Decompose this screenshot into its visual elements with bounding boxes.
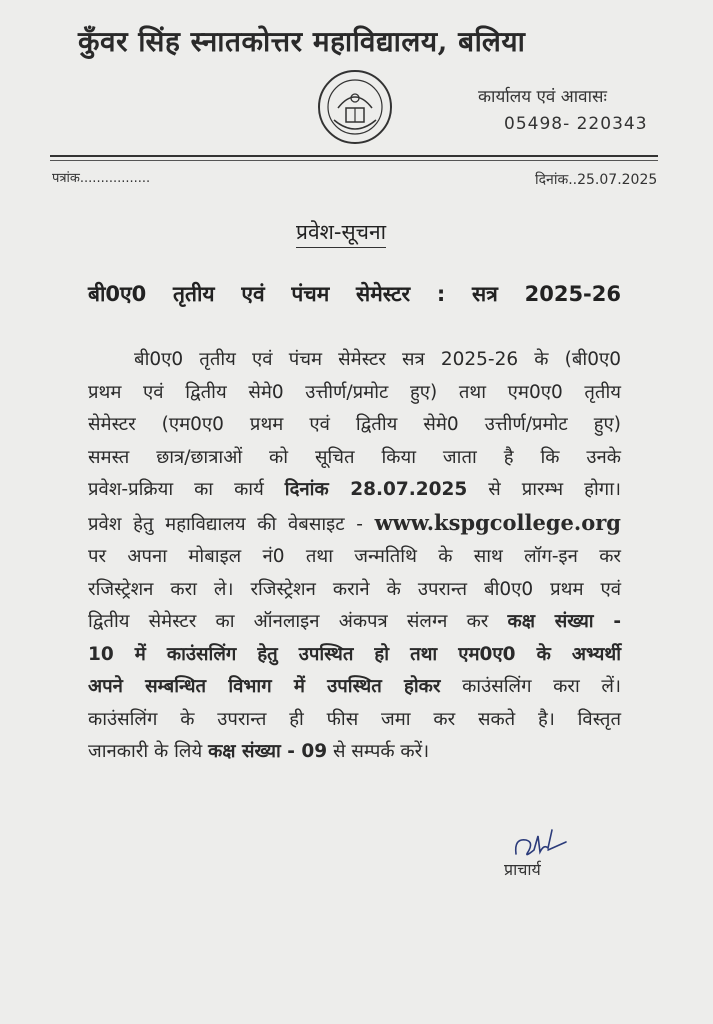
body-text: प्रथम एवं द्वितीय सेमे0 उत्तीर्ण/प्रमोट हुए) तथा एम0ए0 तृतीय	[88, 381, 621, 403]
office-label: कार्यालय एवं आवासः	[478, 87, 607, 107]
body-line	[88, 704, 621, 737]
website-link[interactable]: www.kspgcollege.org	[374, 509, 621, 535]
date-label: दिनांक..	[535, 172, 578, 188]
header-rule	[50, 155, 658, 157]
body-line	[88, 474, 621, 507]
body-text: से सम्पर्क करें।	[327, 741, 430, 762]
date-value: 25.07.2025	[577, 172, 658, 188]
body-line	[88, 541, 621, 574]
body-text: 10 में काउंसलिंग हेतु उपस्थित हो तथा एम0ए0 के अभ्यर्थी	[88, 643, 621, 665]
contact-room: कक्ष संख्या - 09	[208, 741, 328, 762]
body-text: पर अपना मोबाइल नं0 तथा जन्मतिथि के साथ लॉग-इन कर	[88, 546, 621, 567]
body-text: जानकारी के लिये	[88, 741, 209, 762]
room-number: कक्ष संख्या -	[507, 611, 621, 632]
body-text: से प्रारम्भ होगा।	[467, 479, 621, 500]
header-rule-thin	[50, 160, 658, 161]
body-text: द्वितीय सेमेस्टर का ऑनलाइन अंकपत्र संलग्न कर	[88, 611, 508, 632]
body-text: सेमेस्टर (एम0ए0 प्रथम एवं द्वितीय सेमे0 उत्तीर्ण/प्रमोट हुए)	[88, 414, 621, 435]
notice-body	[88, 344, 621, 769]
body-line	[88, 442, 621, 475]
college-name: कुँवर सिंह स्नातकोत्तर महाविद्यालय, बलिया	[78, 25, 526, 58]
body-text: काउंसलिंग करा लें।	[440, 676, 621, 697]
body-text: समस्त छात्र/छात्राओं को सूचित किया जाता है कि उनके	[88, 446, 621, 468]
reference-number: पत्रांक.................	[52, 171, 151, 186]
body-line	[88, 377, 621, 410]
date-field	[535, 170, 657, 189]
body-line	[88, 671, 621, 704]
body-text: बी0ए0 तृतीय एवं पंचम सेमेस्टर सत्र 2025-26 के (बी0ए0	[134, 349, 621, 370]
phone-number: 05498- 220343	[504, 114, 648, 134]
body-text: प्रवेश-प्रक्रिया का कार्य	[88, 479, 285, 500]
body-line	[88, 639, 621, 672]
body-line	[88, 606, 621, 639]
body-text: अपने सम्बन्धित विभाग में उपस्थित होकर	[88, 676, 441, 697]
body-text: रजिस्ट्रेशन करा ले। रजिस्ट्रेशन कराने के उपरान्त बी0ए0 प्रथम एवं	[88, 578, 621, 600]
notice-subtitle: बी0ए0 तृतीय एवं पंचम सेमेस्टर : सत्र 2025-26	[88, 282, 621, 306]
body-text: प्रवेश हेतु महाविद्यालय की वेबसाइट -	[88, 513, 375, 535]
body-line	[88, 409, 621, 442]
body-line	[88, 736, 621, 769]
body-text: काउंसलिंग के उपरान्त ही फीस जमा कर सकते है। विस्तृत	[88, 708, 621, 730]
body-line	[88, 574, 621, 607]
notice-title: प्रवेश-सूचना	[296, 218, 386, 248]
designation-principal: प्राचार्य	[504, 860, 541, 879]
body-line	[88, 507, 621, 542]
admission-date: दिनांक 28.07.2025	[284, 479, 468, 500]
college-seal-icon	[316, 68, 394, 146]
body-line	[88, 344, 621, 377]
